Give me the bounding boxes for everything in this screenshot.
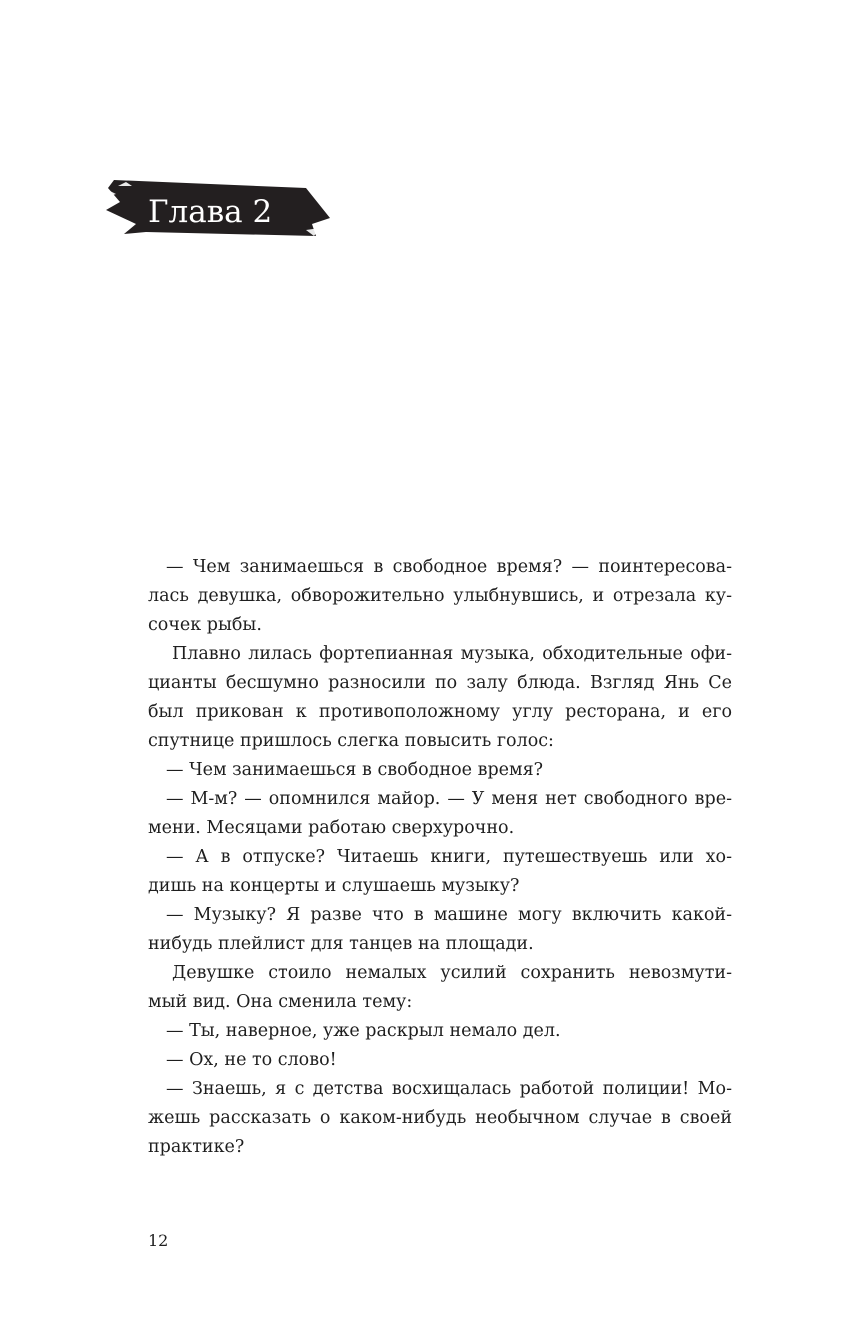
text-line: лась девушка, обворожительно улыбнувшись, и отрезала ку-	[148, 586, 732, 606]
text-line: — Музыку? Я разве что в машине могу включить какой-	[166, 905, 732, 925]
text-line: мый вид. Она сменила тему:	[148, 992, 413, 1012]
chapter-title: Глава 2	[148, 194, 273, 230]
text-line: был прикован к противоположному углу ресторана, и его	[148, 702, 732, 722]
text-line: мени. Месяцами работаю сверхурочно.	[148, 818, 515, 838]
text-line: — М-м? — опомнился майор. — У меня нет свободного вре-	[166, 789, 732, 809]
text-line: — Чем занимаешься в свободное время?	[166, 760, 544, 780]
text-line: — Ох, не то слово!	[166, 1050, 337, 1070]
page-number: 12	[148, 1231, 169, 1250]
text-line: цианты бесшумно разносили по залу блюда. Взгляд Янь Се	[148, 673, 732, 693]
text-line: спутнице пришлось слегка повысить голос:	[148, 731, 554, 751]
text-line: нибудь плейлист для танцев на площади.	[148, 934, 534, 954]
body-text	[148, 553, 732, 1162]
text-line: практике?	[148, 1137, 245, 1157]
text-line: — Знаешь, я с детства восхищалась работой полиции! Мо-	[166, 1079, 732, 1099]
text-line: дишь на концерты и слушаешь музыку?	[148, 876, 520, 896]
text-line: сочек рыбы.	[148, 615, 262, 635]
text-line: Плавно лилась фортепианная музыка, обходительные офи-	[172, 644, 732, 664]
text-line: — Чем занимаешься в свободное время? — поинтересова-	[166, 557, 732, 577]
text-line: Девушке стоило немалых усилий сохранить невозмути-	[172, 963, 732, 983]
text-line: жешь рассказать о каком-нибудь необычном случае в своей	[148, 1108, 732, 1128]
text-line: — А в отпуске? Читаешь книги, путешествуешь или хо-	[166, 847, 732, 867]
text-line: — Ты, наверное, уже раскрыл немало дел.	[166, 1021, 561, 1041]
